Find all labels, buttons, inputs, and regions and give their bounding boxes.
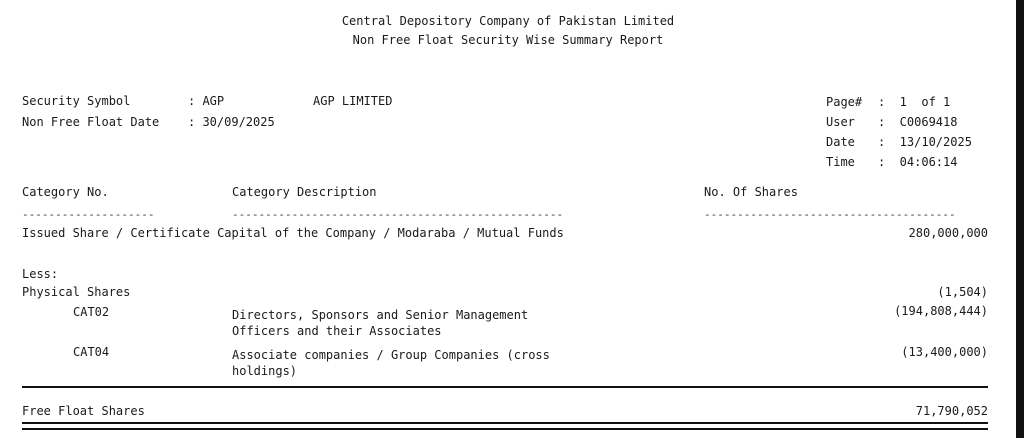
- page-label: Page#: [826, 95, 863, 109]
- page-value: : 1 of 1: [878, 95, 951, 109]
- security-symbol-label: Security Symbol: [22, 94, 131, 108]
- total-double-rule-top: [22, 422, 988, 424]
- issued-capital-value: 280,000,000: [908, 226, 988, 240]
- company-title: Central Depository Company of Pakistan Limited: [341, 14, 675, 28]
- nff-date-value: : 30/09/2025: [188, 115, 275, 129]
- report-title: Non Free Float Security Wise Summary Report: [352, 33, 664, 47]
- col-category-no: Category No.: [22, 185, 109, 199]
- free-float-value: 71,790,052: [915, 404, 988, 418]
- physical-shares-label: Physical Shares: [22, 285, 131, 299]
- total-double-rule-bottom: [22, 428, 988, 430]
- total-top-rule: [22, 386, 988, 388]
- cat02-desc-line2: Officers and their Associates: [232, 324, 442, 338]
- security-name: AGP LIMITED: [313, 94, 393, 108]
- time-value: : 04:06:14: [878, 155, 958, 169]
- physical-shares-value: (1,504): [937, 285, 988, 299]
- col-num-shares: No. Of Shares: [704, 185, 798, 199]
- dash-category-no: --------------------: [22, 208, 155, 221]
- cat04-desc-line2: holdings): [232, 364, 298, 378]
- cat02-code: CAT02: [73, 305, 110, 319]
- dash-num-shares: --------------------------------------: [704, 208, 956, 221]
- dash-category-desc: --------------------------------------------------: [232, 208, 564, 221]
- user-label: User: [826, 115, 855, 129]
- date-value: : 13/10/2025: [878, 135, 972, 149]
- cat04-desc-line1: Associate companies / Group Companies (cross: [232, 348, 550, 362]
- less-label: Less:: [22, 267, 59, 281]
- nff-date-label: Non Free Float Date: [22, 115, 160, 129]
- right-edge-bar: [1016, 0, 1024, 438]
- user-value: : C0069418: [878, 115, 958, 129]
- cat04-value: (13,400,000): [901, 345, 988, 359]
- col-category-desc: Category Description: [232, 185, 377, 199]
- security-symbol-value: : AGP: [188, 94, 225, 108]
- free-float-label: Free Float Shares: [22, 404, 145, 418]
- cat02-desc-line1: Directors, Sponsors and Senior Management: [232, 308, 529, 322]
- date-label: Date: [826, 135, 855, 149]
- time-label: Time: [826, 155, 855, 169]
- cat02-value: (194,808,444): [894, 304, 988, 318]
- issued-capital-label: Issued Share / Certificate Capital of the Company / Modaraba / Mutual Funds: [22, 226, 564, 240]
- cat04-code: CAT04: [73, 345, 110, 359]
